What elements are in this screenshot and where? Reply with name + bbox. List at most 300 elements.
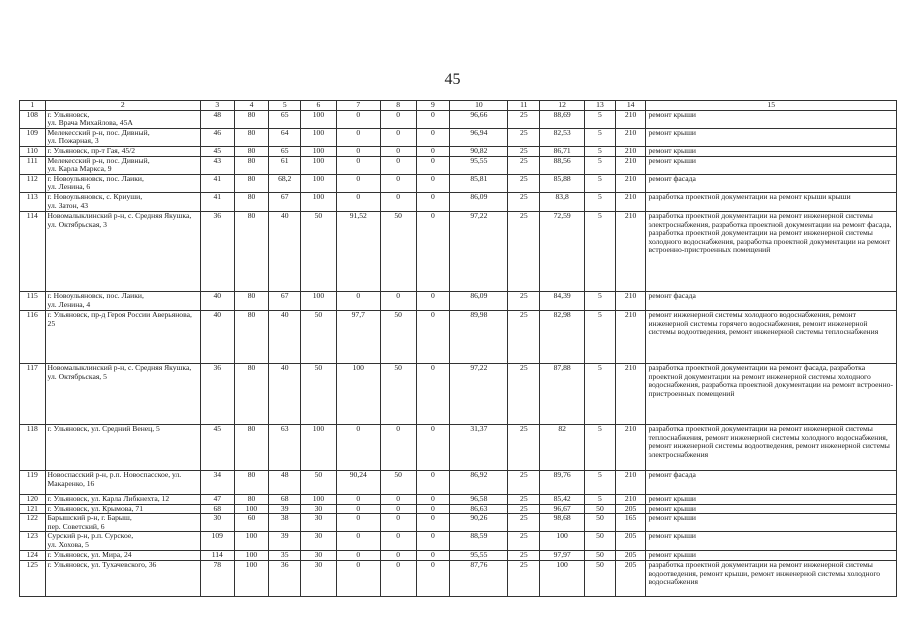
table-row [20,494,897,504]
col-8-cell: 0 [380,494,416,504]
col-12-cell: 98,68 [540,514,585,532]
column-header: 8 [380,101,416,111]
col-5-cell: 36 [269,560,301,596]
column-header: 12 [540,101,585,111]
col-5-cell: 64 [269,128,301,146]
col-3-cell: 46 [200,128,234,146]
col-4-cell: 80 [234,424,269,470]
col-6-cell: 30 [301,551,337,561]
col-8-cell: 50 [380,470,416,494]
column-header: 1 [20,101,46,111]
col-11-cell: 25 [508,551,540,561]
col-11-cell: 25 [508,424,540,470]
col-3-cell: 40 [200,291,234,310]
col-14-cell: 210 [615,424,646,470]
col-14-cell: 210 [615,470,646,494]
column-header: 11 [508,101,540,111]
col-10-cell: 97,22 [450,211,508,291]
col-6-cell: 100 [301,128,337,146]
col-12-cell: 97,97 [540,551,585,561]
col-5-cell: 67 [269,192,301,211]
row-number-cell: 125 [20,560,46,596]
address-cell: г. Ульяновск, ул. Мира, 24 [45,551,200,561]
col-4-cell: 100 [234,551,269,561]
row-number-cell: 108 [20,110,46,128]
work-description-cell: разработка проектной документации на ремонт крыши крыши [646,192,897,211]
col-10-cell: 96,66 [450,110,508,128]
col-5-cell: 40 [269,310,301,363]
col-10-cell: 31,37 [450,424,508,470]
table-row [20,551,897,561]
col-7-cell: 0 [336,494,380,504]
col-7-cell: 0 [336,192,380,211]
row-number-cell: 110 [20,146,46,156]
col-12-cell: 83,8 [540,192,585,211]
address-cell: г. Ульяновск, пр-д Героя России Аверьянова, 25 [45,310,200,363]
row-number-cell: 120 [20,494,46,504]
header-row [20,101,897,111]
col-13-cell: 5 [585,470,616,494]
work-description-cell: ремонт инженерной системы холодного водоснабжения, ремонт инженерной системы горячего водоснабжения, ремонт инженерной системы водоотведения, ремонт инженерной системы теплоснабжения [646,310,897,363]
column-header: 6 [301,101,337,111]
col-12-cell: 84,39 [540,291,585,310]
col-4-cell: 80 [234,174,269,192]
table-row [20,514,897,532]
col-12-cell: 82,98 [540,310,585,363]
col-13-cell: 5 [585,156,616,174]
register-table [19,100,897,597]
work-description-cell: ремонт крыши [646,128,897,146]
col-14-cell: 210 [615,146,646,156]
col-12-cell: 72,59 [540,211,585,291]
col-14-cell: 205 [615,504,646,514]
col-4-cell: 80 [234,310,269,363]
col-11-cell: 25 [508,514,540,532]
col-14-cell: 205 [615,551,646,561]
col-13-cell: 50 [585,560,616,596]
page-number: 45 [444,71,461,88]
col-3-cell: 36 [200,363,234,424]
col-12-cell: 88,56 [540,156,585,174]
column-header: 9 [416,101,450,111]
col-3-cell: 41 [200,174,234,192]
col-10-cell: 95,55 [450,551,508,561]
col-5-cell: 38 [269,514,301,532]
col-10-cell: 95,55 [450,156,508,174]
row-number-cell: 117 [20,363,46,424]
col-4-cell: 100 [234,560,269,596]
col-9-cell: 0 [416,532,450,551]
col-4-cell: 80 [234,192,269,211]
col-8-cell: 50 [380,211,416,291]
col-8-cell: 50 [380,310,416,363]
col-13-cell: 5 [585,174,616,192]
col-7-cell: 100 [336,363,380,424]
address-cell: Новомалыклинский р-н, с. Средняя Якушка, ул. Октябрьская, 3 [45,211,200,291]
col-3-cell: 30 [200,514,234,532]
col-7-cell: 0 [336,504,380,514]
col-4-cell: 80 [234,110,269,128]
col-6-cell: 30 [301,514,337,532]
col-14-cell: 210 [615,128,646,146]
row-number-cell: 109 [20,128,46,146]
col-5-cell: 61 [269,156,301,174]
row-number-cell: 114 [20,211,46,291]
col-4-cell: 100 [234,504,269,514]
col-13-cell: 5 [585,291,616,310]
col-7-cell: 0 [336,110,380,128]
row-number-cell: 121 [20,504,46,514]
col-4-cell: 80 [234,470,269,494]
col-9-cell: 0 [416,211,450,291]
col-10-cell: 86,09 [450,291,508,310]
col-7-cell: 90,24 [336,470,380,494]
col-3-cell: 41 [200,192,234,211]
col-6-cell: 100 [301,156,337,174]
work-description-cell: ремонт крыши [646,156,897,174]
col-13-cell: 5 [585,494,616,504]
address-cell: г. Новоульяновск, пос. Лаики, ул. Ленина, 6 [45,174,200,192]
col-3-cell: 45 [200,146,234,156]
work-description-cell: разработка проектной документации на ремонт инженерной системы электроснабжения, разработка проектной документации на ремонт фасада, разработка проектной документации на ремонт инженерной системы холодного водоснабжения, разработка проектной документации на ремонт встроенно-пристроенных помещений [646,211,897,291]
col-3-cell: 47 [200,494,234,504]
col-5-cell: 39 [269,532,301,551]
col-4-cell: 100 [234,532,269,551]
col-5-cell: 65 [269,110,301,128]
col-9-cell: 0 [416,146,450,156]
col-10-cell: 97,22 [450,363,508,424]
table-row [20,156,897,174]
address-cell: Новомалыклинский р-н, с. Средняя Якушка, ул. Октябрьская, 5 [45,363,200,424]
col-10-cell: 96,94 [450,128,508,146]
col-5-cell: 40 [269,363,301,424]
col-5-cell: 40 [269,211,301,291]
column-header: 10 [450,101,508,111]
col-7-cell: 0 [336,146,380,156]
col-5-cell: 65 [269,146,301,156]
col-5-cell: 68 [269,494,301,504]
col-9-cell: 0 [416,424,450,470]
col-13-cell: 5 [585,128,616,146]
col-12-cell: 100 [540,532,585,551]
address-cell: г. Ульяновск, ул. Тухачевского, 36 [45,560,200,596]
col-9-cell: 0 [416,494,450,504]
col-11-cell: 25 [508,560,540,596]
col-3-cell: 36 [200,211,234,291]
col-3-cell: 34 [200,470,234,494]
col-13-cell: 50 [585,532,616,551]
col-12-cell: 82,53 [540,128,585,146]
col-7-cell: 0 [336,291,380,310]
col-10-cell: 88,59 [450,532,508,551]
work-description-cell: ремонт фасада [646,174,897,192]
col-7-cell: 0 [336,560,380,596]
col-13-cell: 50 [585,551,616,561]
col-13-cell: 5 [585,363,616,424]
col-7-cell: 0 [336,156,380,174]
work-description-cell: разработка проектной документации на ремонт инженерной системы водоотведения, ремонт крыши, ремонт инженерной системы холодного водоснабжения [646,560,897,596]
table-row [20,110,897,128]
col-6-cell: 30 [301,532,337,551]
col-8-cell: 0 [380,110,416,128]
column-header: 3 [200,101,234,111]
col-7-cell: 97,7 [336,310,380,363]
work-description-cell: ремонт фасада [646,291,897,310]
col-11-cell: 25 [508,211,540,291]
column-header: 4 [234,101,269,111]
col-7-cell: 0 [336,128,380,146]
col-14-cell: 210 [615,363,646,424]
column-header: 14 [615,101,646,111]
col-9-cell: 0 [416,128,450,146]
col-3-cell: 114 [200,551,234,561]
col-11-cell: 25 [508,174,540,192]
col-14-cell: 210 [615,156,646,174]
col-8-cell: 0 [380,424,416,470]
col-9-cell: 0 [416,363,450,424]
col-13-cell: 50 [585,514,616,532]
work-description-cell: разработка проектной документации на ремонт фасада, разработка проектной документации на ремонт инженерной системы холодного водоснабжения, разработка проектной документации на ремонт встроенно-пристроенных помещений [646,363,897,424]
row-number-cell: 118 [20,424,46,470]
col-13-cell: 5 [585,110,616,128]
col-14-cell: 210 [615,291,646,310]
col-4-cell: 80 [234,211,269,291]
work-description-cell: ремонт фасада [646,470,897,494]
table-row [20,146,897,156]
col-12-cell: 96,67 [540,504,585,514]
address-cell: г. Ульяновск, ул. Врача Михайлова, 45А [45,110,200,128]
col-9-cell: 0 [416,110,450,128]
column-header: 7 [336,101,380,111]
address-cell: Барышский р-н, г. Барыш, пер. Советский, 6 [45,514,200,532]
work-description-cell: ремонт крыши [646,551,897,561]
work-description-cell: ремонт крыши [646,146,897,156]
col-6-cell: 100 [301,146,337,156]
col-6-cell: 50 [301,363,337,424]
col-8-cell: 0 [380,560,416,596]
col-7-cell: 0 [336,532,380,551]
col-5-cell: 68,2 [269,174,301,192]
col-6-cell: 50 [301,211,337,291]
col-12-cell: 89,76 [540,470,585,494]
col-11-cell: 25 [508,291,540,310]
col-3-cell: 48 [200,110,234,128]
col-12-cell: 88,69 [540,110,585,128]
address-cell: Мелекесский р-н, пос. Дивный, ул. Карла Маркса, 9 [45,156,200,174]
table-row [20,532,897,551]
column-header: 15 [646,101,897,111]
col-10-cell: 96,58 [450,494,508,504]
col-12-cell: 85,42 [540,494,585,504]
col-9-cell: 0 [416,174,450,192]
col-10-cell: 90,26 [450,514,508,532]
col-5-cell: 67 [269,291,301,310]
col-13-cell: 5 [585,310,616,363]
col-12-cell: 82 [540,424,585,470]
address-cell: г. Ульяновск, ул. Карла Либкнехта, 12 [45,494,200,504]
address-cell: г. Новоульяновск, пос. Лаики, ул. Ленина, 4 [45,291,200,310]
col-14-cell: 205 [615,532,646,551]
row-number-cell: 124 [20,551,46,561]
address-cell: г. Ульяновск, пр-т Гая, 45/2 [45,146,200,156]
table-row [20,192,897,211]
col-4-cell: 80 [234,291,269,310]
row-number-cell: 111 [20,156,46,174]
col-7-cell: 0 [336,514,380,532]
col-12-cell: 86,71 [540,146,585,156]
col-10-cell: 85,81 [450,174,508,192]
col-11-cell: 25 [508,363,540,424]
col-11-cell: 25 [508,310,540,363]
col-13-cell: 5 [585,211,616,291]
col-11-cell: 25 [508,156,540,174]
work-description-cell: разработка проектной документации на ремонт инженерной системы теплоснабжения, ремонт инженерной системы холодного водоснабжения, ремонт инженерной системы водоотведения, ремонт инженерной системы электроснабжения [646,424,897,470]
column-header: 2 [45,101,200,111]
col-9-cell: 0 [416,291,450,310]
col-3-cell: 68 [200,504,234,514]
col-6-cell: 100 [301,192,337,211]
col-14-cell: 210 [615,110,646,128]
col-6-cell: 100 [301,424,337,470]
col-3-cell: 109 [200,532,234,551]
col-6-cell: 100 [301,494,337,504]
col-10-cell: 87,76 [450,560,508,596]
col-13-cell: 5 [585,424,616,470]
row-number-cell: 119 [20,470,46,494]
col-7-cell: 0 [336,174,380,192]
col-8-cell: 0 [380,146,416,156]
col-5-cell: 48 [269,470,301,494]
row-number-cell: 112 [20,174,46,192]
col-11-cell: 25 [508,532,540,551]
address-cell: г. Ульяновск, ул. Крымова, 71 [45,504,200,514]
col-5-cell: 35 [269,551,301,561]
col-4-cell: 80 [234,494,269,504]
row-number-cell: 116 [20,310,46,363]
col-11-cell: 25 [508,504,540,514]
col-13-cell: 5 [585,192,616,211]
col-8-cell: 0 [380,128,416,146]
col-10-cell: 86,09 [450,192,508,211]
col-11-cell: 25 [508,146,540,156]
col-14-cell: 210 [615,192,646,211]
col-8-cell: 0 [380,174,416,192]
column-header: 13 [585,101,616,111]
col-10-cell: 86,63 [450,504,508,514]
col-8-cell: 0 [380,504,416,514]
col-11-cell: 25 [508,470,540,494]
address-cell: г. Новоульяновск, с. Криуши, ул. Затон, 43 [45,192,200,211]
col-3-cell: 40 [200,310,234,363]
col-6-cell: 30 [301,504,337,514]
col-9-cell: 0 [416,560,450,596]
table-row [20,310,897,363]
address-cell: г. Ульяновск, ул. Средний Венец, 5 [45,424,200,470]
col-8-cell: 50 [380,363,416,424]
table-row [20,174,897,192]
col-8-cell: 0 [380,291,416,310]
work-description-cell: ремонт крыши [646,494,897,504]
col-6-cell: 100 [301,174,337,192]
col-6-cell: 50 [301,310,337,363]
col-4-cell: 80 [234,128,269,146]
col-13-cell: 5 [585,146,616,156]
col-8-cell: 0 [380,156,416,174]
col-14-cell: 210 [615,494,646,504]
address-cell: Новоспасский р-н, р.п. Новоспасское, ул. Макаренко, 16 [45,470,200,494]
col-6-cell: 100 [301,110,337,128]
col-11-cell: 25 [508,192,540,211]
col-4-cell: 80 [234,156,269,174]
col-7-cell: 0 [336,424,380,470]
col-10-cell: 86,92 [450,470,508,494]
work-description-cell: ремонт крыши [646,504,897,514]
col-6-cell: 50 [301,470,337,494]
col-12-cell: 87,88 [540,363,585,424]
col-10-cell: 89,98 [450,310,508,363]
col-9-cell: 0 [416,504,450,514]
table-row [20,128,897,146]
col-9-cell: 0 [416,192,450,211]
col-9-cell: 0 [416,156,450,174]
col-11-cell: 25 [508,494,540,504]
column-header: 5 [269,101,301,111]
col-4-cell: 80 [234,363,269,424]
col-9-cell: 0 [416,470,450,494]
col-14-cell: 210 [615,310,646,363]
col-6-cell: 30 [301,560,337,596]
table-row [20,363,897,424]
col-12-cell: 85,88 [540,174,585,192]
col-9-cell: 0 [416,310,450,363]
address-cell: Сурский р-н, р.п. Сурское, ул. Хохова, 5 [45,532,200,551]
col-14-cell: 210 [615,174,646,192]
col-5-cell: 39 [269,504,301,514]
col-6-cell: 100 [301,291,337,310]
col-8-cell: 0 [380,532,416,551]
row-number-cell: 122 [20,514,46,532]
col-4-cell: 60 [234,514,269,532]
table-row [20,560,897,596]
col-11-cell: 25 [508,128,540,146]
col-8-cell: 0 [380,192,416,211]
table-row [20,504,897,514]
work-description-cell: ремонт крыши [646,532,897,551]
col-8-cell: 0 [380,551,416,561]
col-9-cell: 0 [416,514,450,532]
work-description-cell: ремонт крыши [646,110,897,128]
row-number-cell: 115 [20,291,46,310]
col-12-cell: 100 [540,560,585,596]
col-7-cell: 0 [336,551,380,561]
address-cell: Мелекесский р-н, пос. Дивный, ул. Пожарная, 3 [45,128,200,146]
table-row [20,291,897,310]
row-number-cell: 113 [20,192,46,211]
row-number-cell: 123 [20,532,46,551]
col-14-cell: 165 [615,514,646,532]
col-3-cell: 78 [200,560,234,596]
col-14-cell: 205 [615,560,646,596]
col-8-cell: 0 [380,514,416,532]
col-14-cell: 210 [615,211,646,291]
table-row [20,470,897,494]
col-9-cell: 0 [416,551,450,561]
col-3-cell: 45 [200,424,234,470]
table-row [20,211,897,291]
work-description-cell: ремонт крыши [646,514,897,532]
col-7-cell: 91,52 [336,211,380,291]
col-3-cell: 43 [200,156,234,174]
